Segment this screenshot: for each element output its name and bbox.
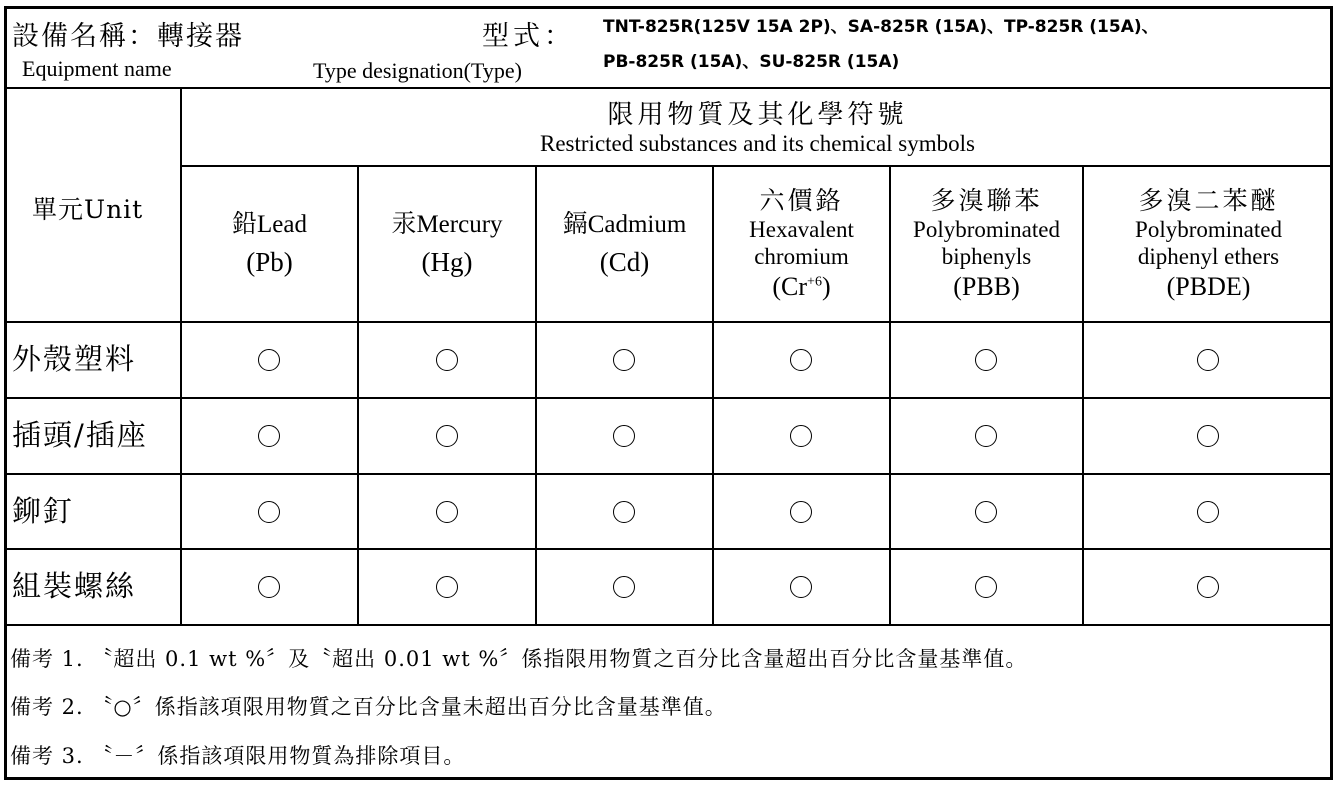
row-label-rivet: 鉚釘 [12,494,75,528]
restricted-title-en: Restricted substances and its chemical symbols [540,131,975,156]
status-mark-circle [1197,425,1219,447]
status-mark-circle [1197,349,1219,371]
col-header-lead [182,167,357,321]
pbde-en1: Polybrominated [1135,216,1282,242]
type-value-line2: PB-825R (15A)、SU-825R (15A) [603,52,900,72]
type-label-en: Type designation(Type) [313,58,522,83]
lead-symbol: (Pb) [246,246,293,277]
chromium-en2: chromium [754,244,849,270]
note-2: 備考 2. 〝○〞係指該項限用物質之百分比含量未超出百分比含量基準值。 [10,695,727,719]
chromium-symbol [772,271,830,302]
status-mark-circle [1197,501,1219,523]
status-mark-circle [790,501,812,523]
status-mark-circle [1197,576,1219,598]
note-1: 備考 1. 〝超出 0.1 wt %〞及〝超出 0.01 wt %〞係指限用物質之百分比含量超出百分比含量基準值。 [10,647,1028,671]
cadmium-name: 鎘Cadmium [562,210,687,238]
mercury-name: 汞Mercury [391,210,503,238]
unit-label: 單元Unit [32,195,144,224]
cadmium-symbol: (Cd) [599,246,650,277]
pbb-zh: 多溴聯苯 [930,185,1043,215]
chromium-symbol-sup: +6 [807,274,822,290]
col-header-mercury [359,167,535,321]
status-mark-circle [975,349,997,371]
pbde-en2: diphenyl ethers [1137,244,1280,270]
equipment-name-zh: 設備名稱：轉接器 [12,21,244,52]
status-mark-circle [436,349,458,371]
col-header-pbb [891,167,1082,321]
restricted-title-zh: 限用物質及其化學符號 [607,100,908,130]
status-mark-circle [613,501,635,523]
chromium-zh: 六價鉻 [759,185,844,215]
pbb-en2: biphenyls [941,244,1032,270]
status-mark-circle [975,501,997,523]
col-header-hexavalent-chromium [714,167,889,321]
type-value-line1: TNT-825R(125V 15A 2P)、SA-825R (15A)、TP-825R (15A)、 [603,17,1159,37]
status-mark-circle [258,349,280,371]
pbde-symbol: (PBDE) [1166,272,1251,301]
note-3: 備考 3. 〝－〞係指該項限用物質為排除項目。 [10,744,466,768]
chromium-symbol-base: (Cr [772,272,808,301]
chromium-en1: Hexavalent [749,216,854,242]
col-header-pbde [1084,167,1333,321]
status-mark-circle [975,576,997,598]
status-mark-circle [613,576,635,598]
pbb-symbol: (PBB) [953,272,1020,301]
pbde-zh: 多溴二苯醚 [1138,185,1279,215]
type-label-zh: 型式： [482,21,575,52]
row-label-housing-plastic: 外殼塑料 [12,342,137,376]
lead-name: 鉛Lead [232,210,307,238]
status-mark-circle [436,576,458,598]
status-mark-circle [613,425,635,447]
status-mark-circle [613,349,635,371]
status-mark-circle [790,576,812,598]
status-mark-circle [436,501,458,523]
row-label-assembly-screw: 組裝螺絲 [12,569,137,603]
col-header-cadmium [537,167,712,321]
equipment-name-en: Equipment name [22,56,172,81]
status-mark-circle [790,349,812,371]
pbb-en1: Polybrominated [913,216,1060,242]
status-mark-circle [258,576,280,598]
status-mark-circle [790,425,812,447]
row-label-plug-socket: 插頭/插座 [12,418,148,452]
status-mark-circle [436,425,458,447]
chromium-symbol-end: ) [821,272,831,301]
status-mark-circle [258,501,280,523]
mercury-symbol: (Hg) [421,246,473,277]
status-mark-circle [258,425,280,447]
status-mark-circle [975,425,997,447]
